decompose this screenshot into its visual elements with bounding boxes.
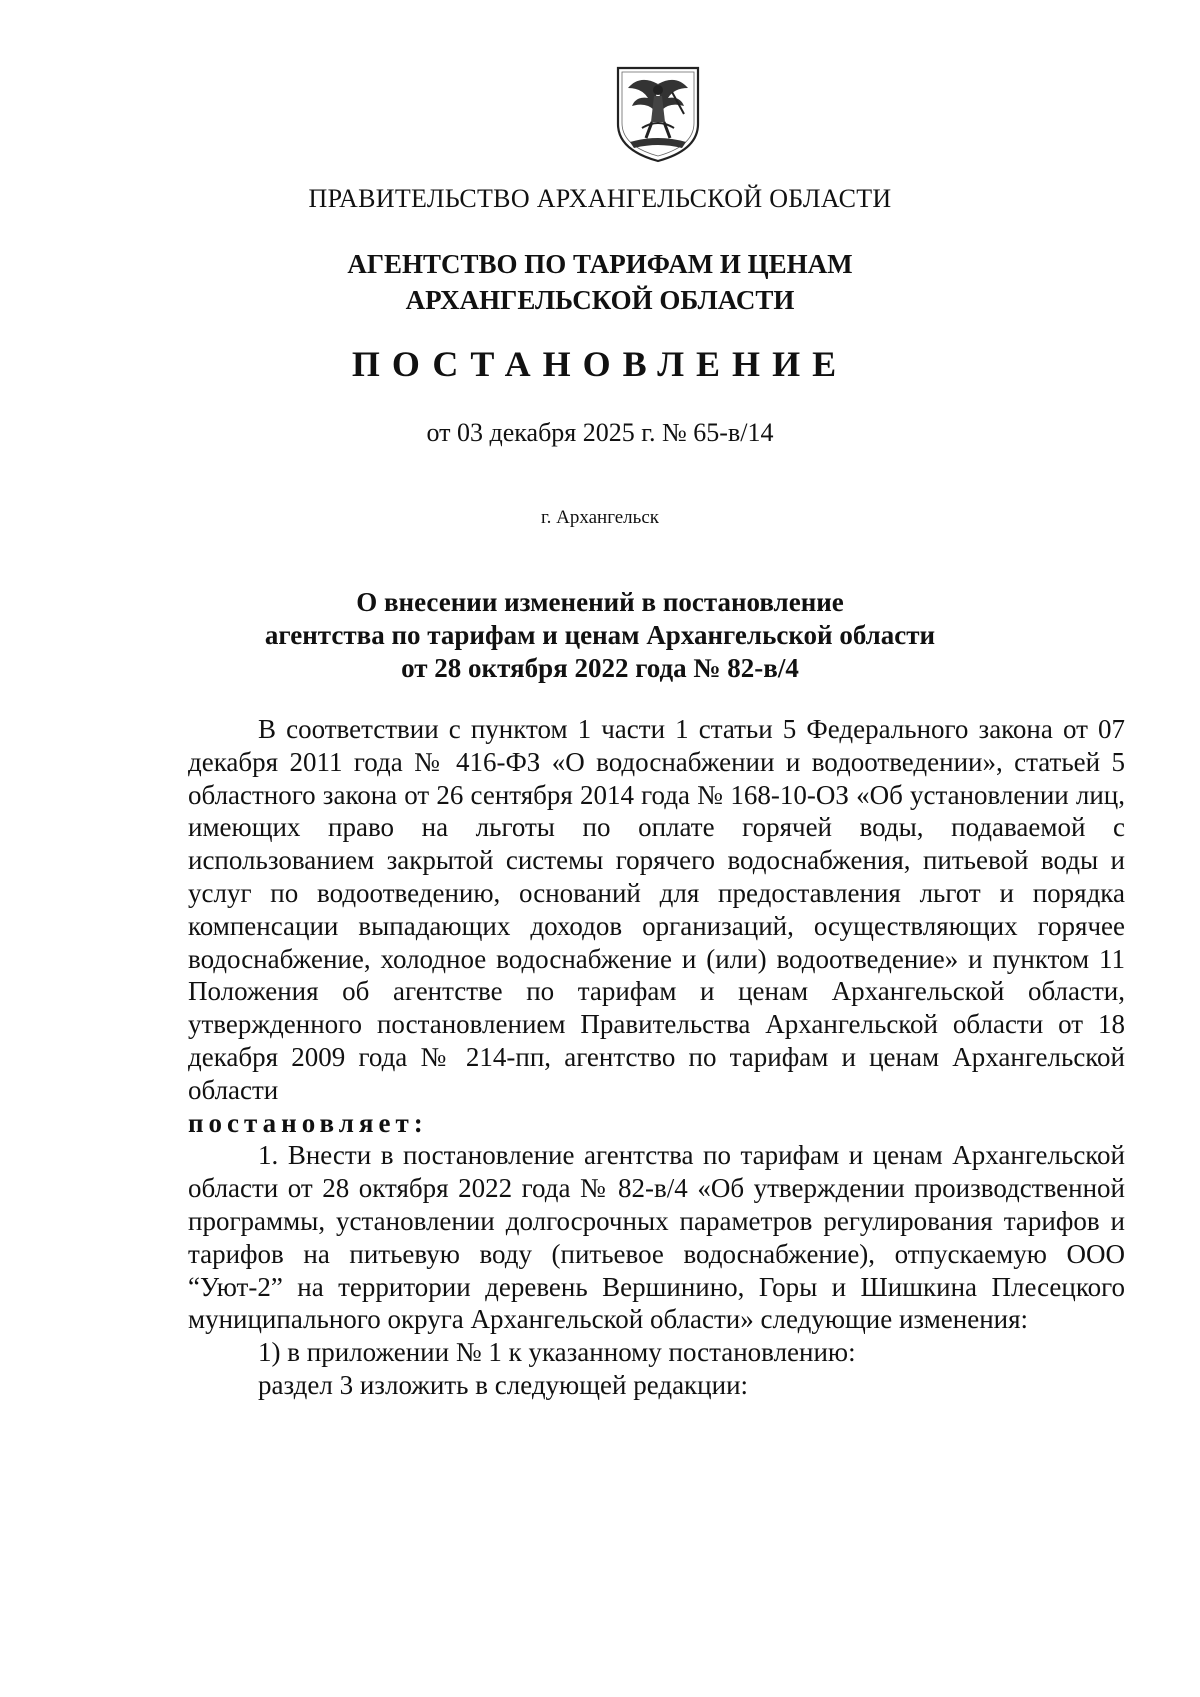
subject-line2: агентства по тарифам и ценам Архангельской области	[264, 620, 936, 650]
item-1-subitem-1: 1) в приложении № 1 к указанному постановлению:	[258, 1337, 856, 1368]
decides-word: постановляет:	[188, 1107, 428, 1138]
agency-name	[0, 246, 1200, 318]
preamble-paragraph: В соответствии с пунктом 1 части 1 статьи 5 Федерального закона от 07 декабря 2011 года № 416-ФЗ «О водоснабжении и водоотведении», статьей 5 областного закона от 26 сентября 2014 года № 168-10-ОЗ «Об установлении лиц, имеющих право на льготы по оплате горячей воды, подаваемой с использованием закрытой системы горячего водоснабжения, питьевой воды и услуг по водоотведению, оснований для предоставления льгот и порядка компенсации выпадающих доходов организаций, осуществляющих горячее водоснабжение, холодное водоснабжение и (или) водоотведение» и пунктом 11 Положения об агентстве по тарифам и ценам Архангельской области, утвержденного постановлением Правительства Архангельской области от 18 декабря 2009 года № 214-пп, агентство по тарифам и ценам Архангельской области	[188, 714, 1125, 1105]
agency-name-line1: АГЕНТСТВО ПО ТАРИФАМ И ЦЕНАМ	[347, 249, 853, 279]
document-city: г. Архангельск	[540, 507, 659, 528]
document-type-title: ПОСТАНОВЛЕНИЕ	[351, 344, 849, 384]
government-name: ПРАВИТЕЛЬСТВО АРХАНГЕЛЬСКОЙ ОБЛАСТИ	[308, 184, 892, 213]
subject-line3: от 28 октября 2022 года № 82-в/4	[401, 653, 799, 683]
document-subject	[0, 586, 1200, 685]
agency-name-line2: АРХАНГЕЛЬСКОЙ ОБЛАСТИ	[405, 285, 795, 315]
document-body	[188, 713, 1125, 1402]
document-date-number: от 03 декабря 2025 г. № 65-в/14	[426, 418, 774, 447]
coat-of-arms-icon	[612, 62, 704, 164]
item-1-paragraph: 1. Внести в постановление агентства по тарифам и ценам Архангельской области от 28 октября 2022 года № 82-в/4 «Об утверждении производственной программы, установлении долгосрочных параметров регулирования тарифов и тарифов на питьевую воду (питьевое водоснабжение), отпускаемую ООО “Уют-2” на территории деревень Вершинино, Горы и Шишкина Плесецкого муниципального округа Архангельской области» следующие изменения:	[188, 1140, 1125, 1335]
item-1-subitem-1-text: раздел 3 изложить в следующей редакции:	[258, 1369, 749, 1400]
subject-line1: О внесении изменений в постановление	[356, 587, 844, 617]
